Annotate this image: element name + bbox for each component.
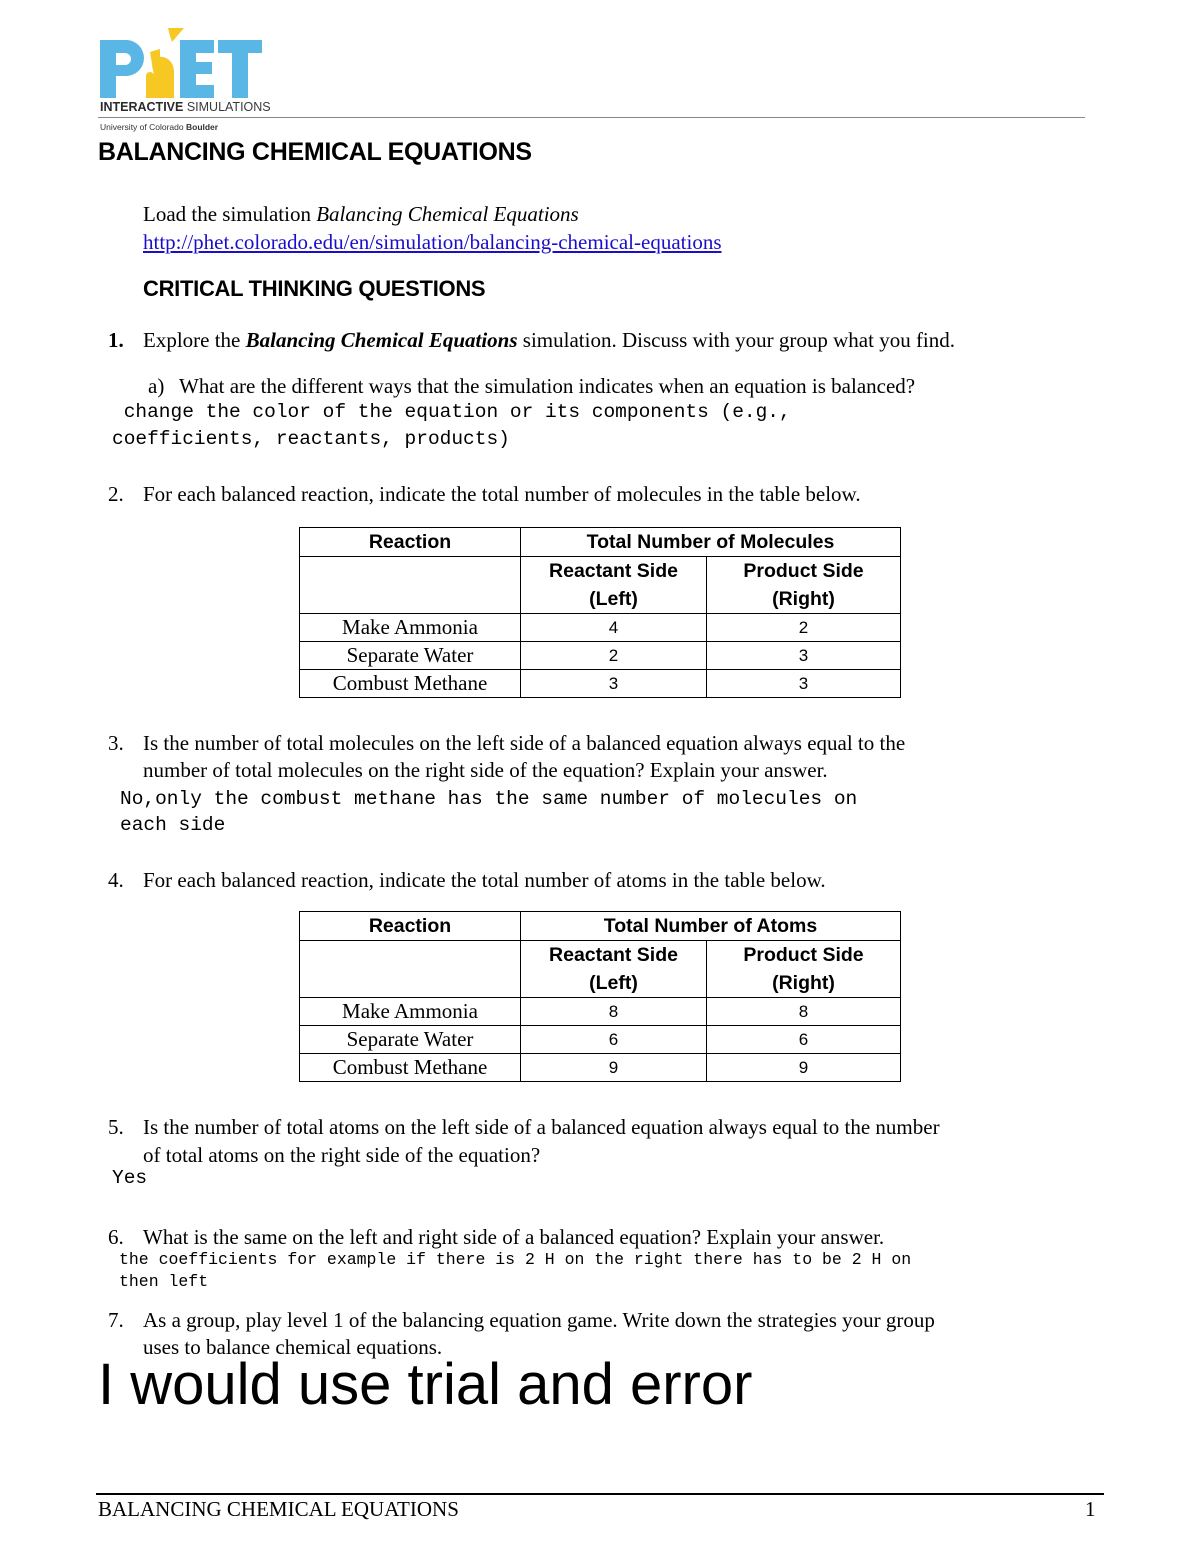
reactant-count[interactable]: 9 (521, 1054, 707, 1082)
answer-1a-line2[interactable]: coefficients, reactants, products) (112, 428, 510, 450)
question-text-line1: As a group, play level 1 of the balancing equation game. Write down the strategies your group (143, 1308, 935, 1332)
answer-7[interactable]: I would use trial and error (98, 1352, 753, 1417)
answer-3-line1[interactable]: No,only the combust methane has the same number of molecules on (120, 788, 858, 810)
reaction-name: Make Ammonia (300, 998, 521, 1026)
header-reactant-side: Reactant Side (Left) (521, 941, 707, 998)
answer-6-line1[interactable]: the coefficients for example if there is 2 H on the right there has to be 2 H on (119, 1250, 912, 1269)
reaction-name: Combust Methane (300, 1054, 521, 1082)
question-number: 6. (108, 1225, 124, 1249)
header-reaction: Reaction (300, 912, 521, 941)
table-row (300, 1054, 901, 1082)
subquestion-text: What are the different ways that the simulation indicates when an equation is balanced? (179, 374, 916, 398)
header-empty (300, 941, 521, 998)
table-row (300, 614, 901, 642)
question-number: 4. (108, 868, 124, 892)
intro-line: Load the simulation Balancing Chemical Equations (143, 202, 579, 226)
question-number: 7. (108, 1308, 124, 1332)
subquestion-label: a) (148, 374, 165, 398)
table-row (300, 642, 901, 670)
question-text: For each balanced reaction, indicate the total number of atoms in the table below. (143, 868, 826, 892)
table-row (300, 1026, 901, 1054)
reaction-name: Combust Methane (300, 670, 521, 698)
phet-tagline: INTERACTIVE SIMULATIONS (100, 100, 271, 114)
question-text: What is the same on the left and right side of a balanced equation? Explain your answer. (143, 1225, 885, 1249)
reactant-count[interactable]: 8 (521, 998, 707, 1026)
question-text-line2: of total atoms on the right side of the equation? (143, 1143, 541, 1167)
reaction-name: Separate Water (300, 1026, 521, 1054)
header-reactant-side: Reactant Side (Left) (521, 557, 707, 614)
product-count[interactable]: 9 (707, 1054, 901, 1082)
footer-divider (96, 1493, 1104, 1495)
reactant-count[interactable]: 2 (521, 642, 707, 670)
question-number: 3. (108, 731, 124, 755)
intro-block (143, 200, 722, 256)
reaction-name: Make Ammonia (300, 614, 521, 642)
page-number: 1 (1085, 1497, 1096, 1521)
header-total-molecules: Total Number of Molecules (521, 528, 901, 557)
header-product-side: Product Side (Right) (707, 557, 901, 614)
reactant-count[interactable]: 4 (521, 614, 707, 642)
reactant-count[interactable]: 6 (521, 1026, 707, 1054)
product-count[interactable]: 8 (707, 998, 901, 1026)
footer-title: BALANCING CHEMICAL EQUATIONS (98, 1497, 459, 1521)
sim-name: Balancing Chemical Equations (316, 202, 579, 226)
reactant-count[interactable]: 3 (521, 670, 707, 698)
question-number: 2. (108, 482, 124, 506)
question-number: 5. (108, 1115, 124, 1139)
header-empty (300, 557, 521, 614)
molecules-table (299, 527, 901, 698)
product-count[interactable]: 3 (707, 670, 901, 698)
atoms-table (299, 911, 901, 1082)
answer-3-line2[interactable]: each side (120, 814, 226, 836)
question-text-line1: Is the number of total atoms on the left side of a balanced equation always equal to the number (143, 1115, 940, 1139)
answer-5[interactable]: Yes (112, 1167, 148, 1189)
table-row (300, 670, 901, 698)
simulation-link[interactable]: http://phet.colorado.edu/en/simulation/balancing-chemical-equations (143, 230, 722, 254)
question-text-line2: number of total molecules on the right side of the equation? Explain your answer. (143, 758, 828, 782)
question-text: Explore the Balancing Chemical Equations simulation. Discuss with your group what you find. (143, 328, 956, 352)
product-count[interactable]: 6 (707, 1026, 901, 1054)
university-label: University of Colorado Boulder (100, 122, 219, 132)
reaction-name: Separate Water (300, 642, 521, 670)
question-text-line2: uses to balance chemical equations. (143, 1335, 443, 1359)
question-text-line1: Is the number of total molecules on the left side of a balanced equation always equal to the (143, 731, 906, 755)
header-total-atoms: Total Number of Atoms (521, 912, 901, 941)
answer-6-line2[interactable]: then left (119, 1272, 209, 1291)
page-title: BALANCING CHEMICAL EQUATIONS (98, 138, 532, 166)
table-row (300, 998, 901, 1026)
header-reaction: Reaction (300, 528, 521, 557)
header-divider (98, 117, 1085, 118)
header-product-side: Product Side (Right) (707, 941, 901, 998)
question-number: 1. (108, 328, 124, 352)
answer-1a-line1[interactable]: change the color of the equation or its components (e.g., (112, 401, 791, 423)
product-count[interactable]: 3 (707, 642, 901, 670)
phet-logo-icon (98, 28, 268, 100)
question-text: For each balanced reaction, indicate the total number of molecules in the table below. (143, 482, 861, 506)
product-count[interactable]: 2 (707, 614, 901, 642)
section-heading: CRITICAL THINKING QUESTIONS (143, 276, 486, 301)
